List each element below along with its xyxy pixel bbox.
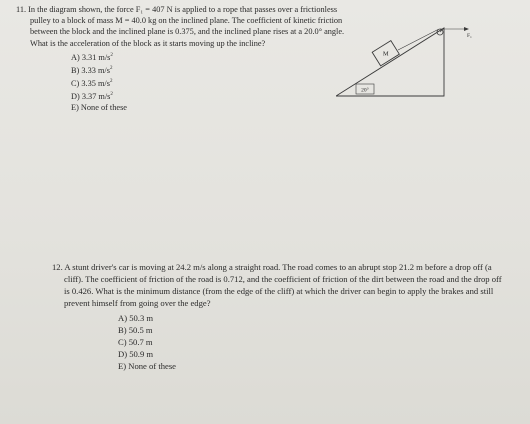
incline-pulley-diagram <box>336 18 486 100</box>
question-11-choice-c: C) 3.35 $m/s^2$ <box>71 78 113 88</box>
angle-label: 20° <box>361 87 369 94</box>
question-11 <box>16 4 345 113</box>
question-12-choice-e: E) None of these <box>118 361 176 372</box>
question-12 <box>52 262 504 373</box>
question-12-choice-b: B) 50.5 m <box>118 324 153 335</box>
question-11-choice-a: A) 3.31 $m/s^2$ <box>71 52 113 62</box>
rope <box>398 29 464 50</box>
question-11-choices <box>16 50 334 114</box>
question-12-choice-d: D) 50.9 m <box>118 349 154 360</box>
incline-ramp <box>336 28 444 96</box>
angle-marker <box>356 84 374 94</box>
question-12-choices <box>52 312 504 373</box>
question-12-stem: 12. A stunt driver's car is moving at 24.2 m/s along a straight road. The road comes to an abrupt stop 21.2 m before a drop off (a cliff). The coefficient of friction of the road is 0.712, and the coefficient of friction of the dirt between the road and the drop off is 0.426. What is the minimum distance (from the edge of the cliff) at which the driver can begin to apply the brakes and still prevent himself from going over the edge? <box>52 262 502 308</box>
question-11-choice-b: B) 3.33 $m/s^2$ <box>71 65 113 75</box>
exponent: 2 <box>109 78 113 84</box>
question-11-choice-e: E) None of these <box>71 103 127 113</box>
question-11-choice-d: D) 3.37 $m/s^2$ <box>71 91 113 101</box>
force-arrow <box>464 27 469 31</box>
exponent: 2 <box>110 92 113 97</box>
block <box>372 41 399 66</box>
question-12-choice-a: A) 50.3 m <box>118 312 154 323</box>
block-label: M <box>382 50 389 58</box>
exponent: 2 <box>109 65 113 71</box>
force-label: F₁ <box>467 33 472 39</box>
question-12-choice-c: C) 50.7 m <box>118 337 153 348</box>
question-11-stem: 11. In the diagram shown, the force F₁ = 407 N is applied to a rope that passes over a frictionless pulley to a block of mass M = 40.0 kg on the inclined plane. The coefficient of kinetic friction between the block and the inclined plane is 0.375, and the inclined plane rises at a 20.0° angle. What is the acceleration of the block as it starts moving up the incline? <box>16 5 345 48</box>
exponent: 2 <box>110 52 113 58</box>
